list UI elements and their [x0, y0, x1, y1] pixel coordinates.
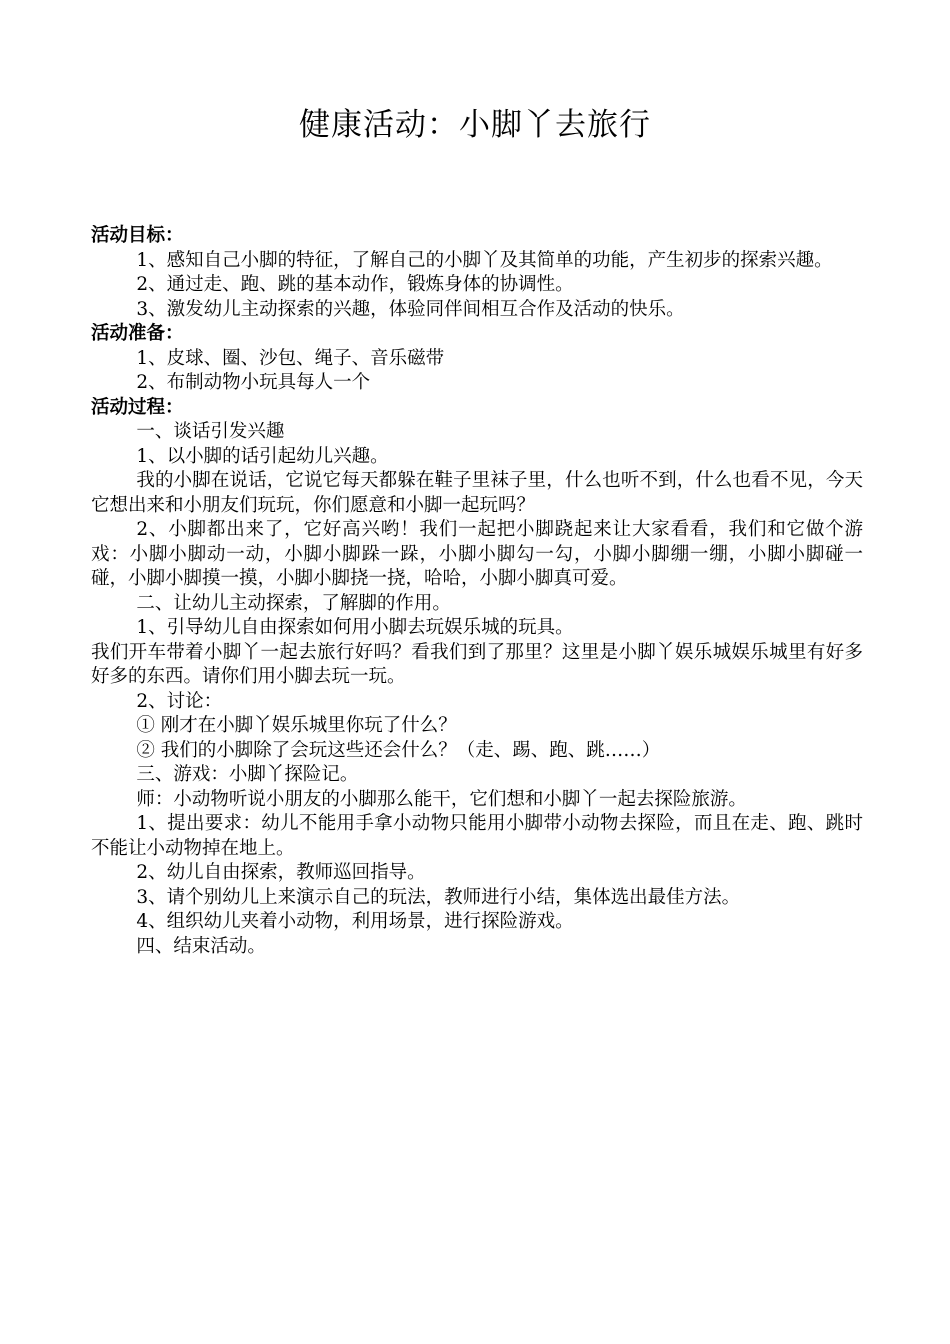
process-paragraph: ① 刚才在小脚丫娱乐城里你玩了什么？: [136, 715, 457, 736]
goal-paragraph: 3、激发幼儿主动探索的兴趣，体验同伴间相互合作及活动的快乐。: [136, 298, 685, 320]
goal-paragraph: 2、通过走、跑、跳的基本动作，锻炼身体的协调性。: [136, 274, 574, 295]
document-title: 健康活动：小脚丫去旅行: [299, 107, 651, 143]
process-paragraph: 2、讨论：: [136, 690, 223, 712]
section-heading-goals: 活动目标：: [91, 225, 184, 246]
process-paragraph: 三、游戏：小脚丫探险记。: [136, 764, 359, 785]
process-paragraph: 1、提出要求：幼儿不能用手拿小动物只能用小脚带小动物去探险，而且在走、跑、跳时不能让小动物掉在地上。: [91, 813, 863, 859]
process-paragraph: 2、幼儿自由探索，教师巡回指导。: [136, 862, 426, 883]
process-paragraph: 4、组织幼儿夹着小动物，利用场景，进行探险游戏。: [136, 911, 574, 932]
document-body: [91, 224, 863, 959]
process-paragraph: 2、小脚都出来了，它好高兴哟！我们一起把小脚跷起来让大家看看，我们和它做个游戏：小脚小脚动一动，小脚小脚跺一跺，小脚小脚勾一勾，小脚小脚绷一绷，小脚小脚碰一碰，小脚小脚摸一摸，小脚小脚挠一挠，哈哈，小脚小脚真可爱。: [91, 519, 863, 589]
process-paragraph: 师：小动物听说小朋友的小脚那么能干，它们想和小脚丫一起去探险旅游。: [136, 788, 747, 810]
process-paragraph-flush: 我们开车带着小脚丫一起去旅行好吗？看我们到了那里？这里是小脚丫娱乐城娱乐城里有好多好多的东西。请你们用小脚去玩一玩。: [91, 641, 863, 687]
preparation-item: 1、皮球、圈、沙包、绳子、音乐磁带: [136, 347, 445, 369]
process-paragraph: 一、谈话引发兴趣: [136, 421, 285, 442]
process-paragraph: 二、让幼儿主动探索，了解脚的作用。: [136, 592, 451, 614]
process-paragraph: 1、引导幼儿自由探索如何用小脚去玩娱乐城的玩具。: [136, 617, 574, 638]
process-paragraph: 我的小脚在说话，它说它每天都躲在鞋子里袜子里，什么也听不到，什么也看不见，今天它想出来和小朋友们玩玩，你们愿意和小脚一起玩吗？: [91, 470, 863, 516]
preparation-item: 2、布制动物小玩具每人一个: [136, 372, 371, 393]
process-paragraph: ② 我们的小脚除了会玩这些还会什么？（走、踢、跑、跳……）: [136, 739, 661, 761]
process-paragraph: 1、以小脚的话引起幼儿兴趣。: [136, 445, 389, 467]
section-heading-preparation: 活动准备：: [91, 323, 184, 344]
goal-paragraph: 1、感知自己小脚的特征，了解自己的小脚丫及其简单的功能，产生初步的探索兴趣。: [136, 249, 833, 271]
process-paragraph: 3、请个别幼儿上来演示自己的玩法，教师进行小结，集体选出最佳方法。: [136, 886, 741, 908]
process-paragraph: 四、结束活动。: [136, 935, 266, 957]
section-heading-process: 活动过程：: [91, 396, 184, 418]
